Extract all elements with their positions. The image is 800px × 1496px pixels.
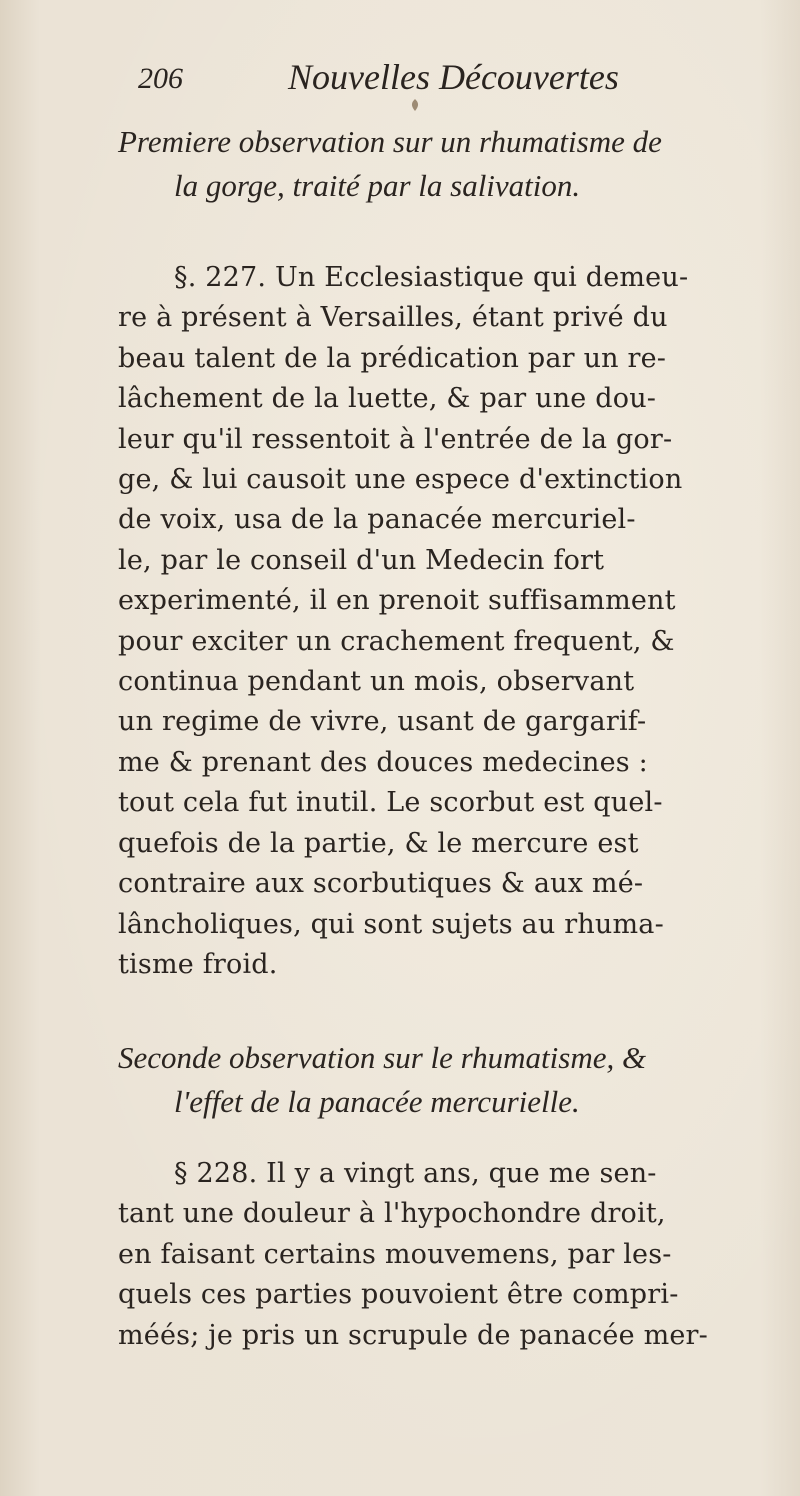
leaf-ornament-icon	[408, 98, 422, 112]
text-line: tant une douleur à l'hypochondre droit,	[118, 1198, 666, 1230]
text-line: §. 227. Un Ecclesiastique qui demeu-	[174, 262, 689, 293]
text-line: quefois de la partie, & le mercure est	[118, 827, 639, 859]
text-line: quels ces parties pouvoient être compri-	[118, 1279, 679, 1311]
paragraph-227	[118, 258, 774, 985]
text-line: tout cela fut inutil. Le scorbut est quel-	[118, 787, 663, 819]
section-title-line: Seconde observation sur le rhumatisme, &	[118, 1040, 647, 1075]
text-line: re à présent à Versailles, étant privé du	[118, 302, 668, 334]
section-title-1	[118, 120, 760, 208]
page-header	[138, 48, 720, 108]
text-line: tisme froid.	[118, 948, 278, 980]
text-line: lâncholiques, qui sont sujets au rhuma-	[118, 908, 664, 940]
text-line: leur qu'il ressentoit à l'entrée de la gor-	[118, 423, 673, 455]
section-title-line: la gorge, traité par la salivation.	[174, 168, 581, 203]
page-number: 206	[138, 62, 183, 95]
section-title-2	[118, 1036, 760, 1124]
text-line: contraire aux scorbutiques & aux mé-	[118, 868, 644, 900]
text-line: de voix, usa de la panacée mercuriel-	[118, 504, 636, 536]
section-title-line: l'effet de la panacée mercurielle.	[174, 1084, 580, 1119]
running-head: Nouvelles Découvertes	[288, 57, 619, 97]
text-line: le, par le conseil d'un Medecin fort	[118, 544, 605, 576]
text-line: § 228. Il y a vingt ans, que me sen-	[174, 1158, 657, 1189]
text-line: experimenté, il en prenoit suffisamment	[118, 585, 676, 617]
paragraph-228	[118, 1154, 774, 1356]
text-line: pour exciter un crachement frequent, &	[118, 625, 675, 657]
text-line: méés; je pris un scrupule de panacée mer-	[118, 1319, 708, 1351]
text-line: continua pendant un mois, observant	[118, 666, 635, 698]
text-line: en faisant certains mouvemens, par les-	[118, 1238, 672, 1270]
text-line: me & prenant des douces medecines :	[118, 746, 648, 778]
text-line: ge, & lui causoit une espece d'extinction	[118, 464, 683, 496]
text-line: lâchement de la luette, & par une dou-	[118, 383, 657, 415]
text-line: un regime de vivre, usant de gargarif-	[118, 706, 647, 738]
section-title-line: Premiere observation sur un rhumatisme de	[118, 124, 662, 159]
text-line: beau talent de la prédication par un re-	[118, 342, 667, 374]
